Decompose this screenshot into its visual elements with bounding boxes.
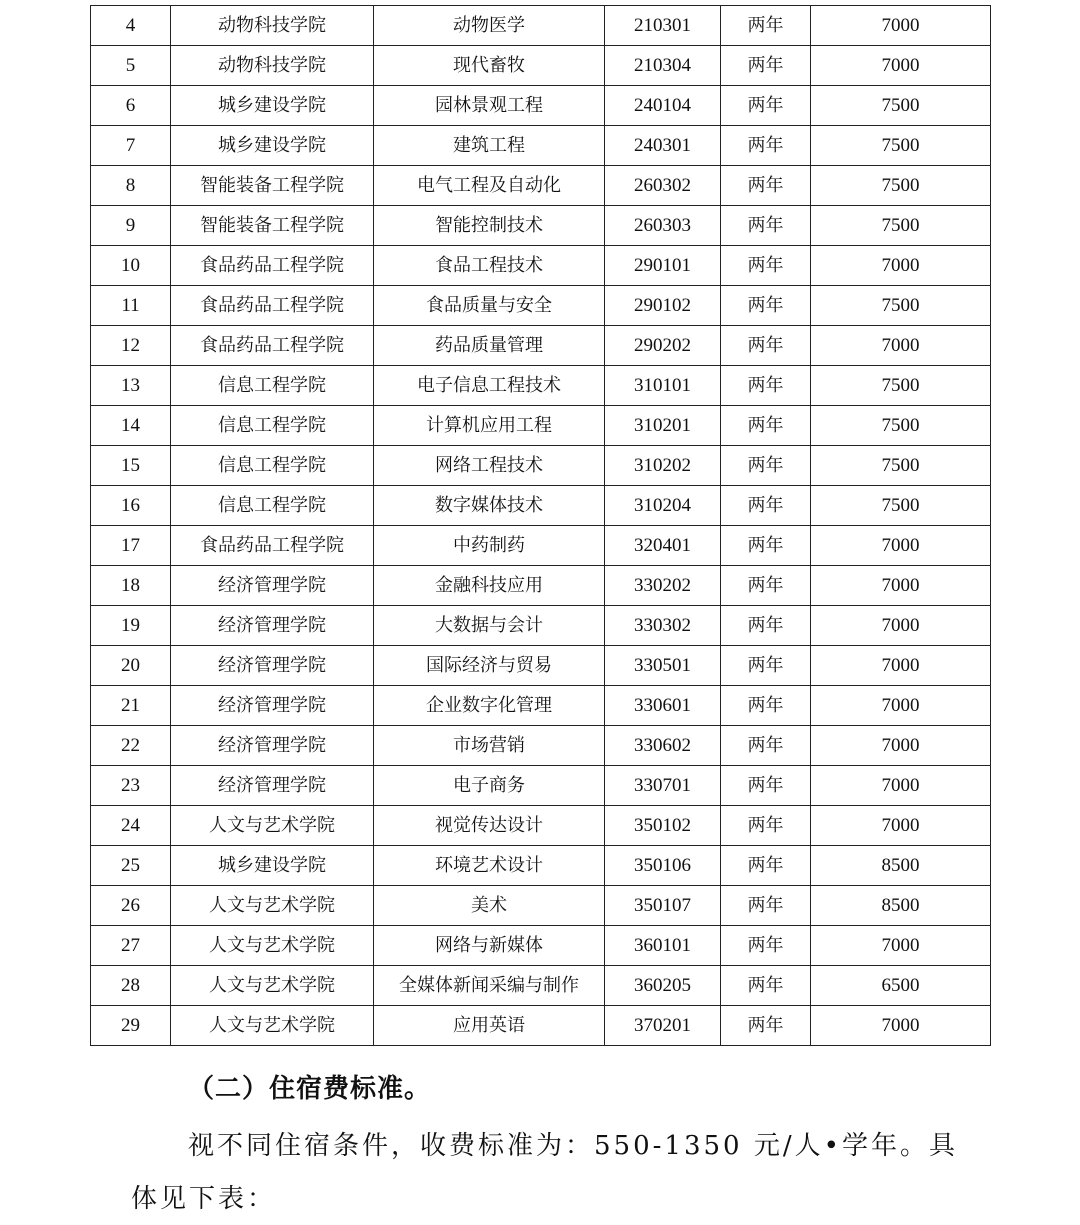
cell-tuition-fee: 7500 — [811, 486, 991, 526]
cell-major: 电气工程及自动化 — [374, 166, 605, 206]
cell-college: 信息工程学院 — [171, 486, 374, 526]
cell-row-number: 27 — [91, 926, 171, 966]
cell-tuition-fee: 7000 — [811, 766, 991, 806]
cell-duration: 两年 — [721, 886, 811, 926]
table-row — [91, 806, 991, 846]
cell-duration: 两年 — [721, 6, 811, 46]
cell-duration: 两年 — [721, 606, 811, 646]
table-row — [91, 726, 991, 766]
cell-tuition-fee: 7500 — [811, 446, 991, 486]
table-row — [91, 766, 991, 806]
cell-major: 金融科技应用 — [374, 566, 605, 606]
cell-major-code: 290102 — [605, 286, 721, 326]
cell-major-code: 350102 — [605, 806, 721, 846]
cell-duration: 两年 — [721, 966, 811, 1006]
table-row — [91, 1006, 991, 1046]
cell-tuition-fee: 7000 — [811, 246, 991, 286]
cell-major-code: 360205 — [605, 966, 721, 1006]
cell-row-number: 17 — [91, 526, 171, 566]
table-row — [91, 406, 991, 446]
cell-duration: 两年 — [721, 166, 811, 206]
cell-college: 智能装备工程学院 — [171, 206, 374, 246]
cell-major-code: 330202 — [605, 566, 721, 606]
cell-major: 食品工程技术 — [374, 246, 605, 286]
table-row — [91, 566, 991, 606]
cell-row-number: 9 — [91, 206, 171, 246]
cell-major-code: 370201 — [605, 1006, 721, 1046]
cell-row-number: 7 — [91, 126, 171, 166]
cell-major-code: 330501 — [605, 646, 721, 686]
cell-duration: 两年 — [721, 126, 811, 166]
cell-major: 智能控制技术 — [374, 206, 605, 246]
cell-major-code: 310204 — [605, 486, 721, 526]
table-row — [91, 86, 991, 126]
cell-college: 动物科技学院 — [171, 46, 374, 86]
cell-college: 经济管理学院 — [171, 566, 374, 606]
paragraph-line-2: 体见下表： — [131, 1184, 277, 1214]
cell-duration: 两年 — [721, 86, 811, 126]
cell-duration: 两年 — [721, 646, 811, 686]
fee-table — [90, 5, 991, 1046]
cell-row-number: 10 — [91, 246, 171, 286]
table-row — [91, 966, 991, 1006]
cell-college: 信息工程学院 — [171, 406, 374, 446]
cell-row-number: 26 — [91, 886, 171, 926]
cell-major-code: 240104 — [605, 86, 721, 126]
table-row — [91, 126, 991, 166]
cell-row-number: 13 — [91, 366, 171, 406]
cell-tuition-fee: 7000 — [811, 606, 991, 646]
cell-college: 经济管理学院 — [171, 726, 374, 766]
cell-duration: 两年 — [721, 1006, 811, 1046]
table-row — [91, 846, 991, 886]
cell-major-code: 210301 — [605, 6, 721, 46]
cell-row-number: 21 — [91, 686, 171, 726]
cell-row-number: 6 — [91, 86, 171, 126]
cell-tuition-fee: 7000 — [811, 6, 991, 46]
cell-major: 电子商务 — [374, 766, 605, 806]
cell-row-number: 29 — [91, 1006, 171, 1046]
cell-tuition-fee: 7500 — [811, 406, 991, 446]
cell-duration: 两年 — [721, 366, 811, 406]
cell-major: 企业数字化管理 — [374, 686, 605, 726]
cell-college: 智能装备工程学院 — [171, 166, 374, 206]
cell-major: 全媒体新闻采编与制作 — [374, 966, 605, 1006]
cell-major-code: 360101 — [605, 926, 721, 966]
cell-tuition-fee: 7500 — [811, 286, 991, 326]
cell-college: 人文与艺术学院 — [171, 926, 374, 966]
cell-tuition-fee: 7500 — [811, 126, 991, 166]
paragraph-line-1: 视不同住宿条件，收费标准为：550-1350 元/人•学年。具 — [188, 1131, 958, 1161]
cell-duration: 两年 — [721, 326, 811, 366]
cell-college: 食品药品工程学院 — [171, 246, 374, 286]
cell-major-code: 350106 — [605, 846, 721, 886]
cell-college: 动物科技学院 — [171, 6, 374, 46]
cell-major: 美术 — [374, 886, 605, 926]
cell-college: 食品药品工程学院 — [171, 526, 374, 566]
cell-major-code: 310202 — [605, 446, 721, 486]
cell-college: 经济管理学院 — [171, 646, 374, 686]
cell-tuition-fee: 7000 — [811, 806, 991, 846]
cell-major: 市场营销 — [374, 726, 605, 766]
cell-row-number: 24 — [91, 806, 171, 846]
cell-tuition-fee: 7000 — [811, 686, 991, 726]
table-row — [91, 486, 991, 526]
cell-duration: 两年 — [721, 446, 811, 486]
cell-duration: 两年 — [721, 46, 811, 86]
cell-major-code: 330302 — [605, 606, 721, 646]
cell-tuition-fee: 7000 — [811, 326, 991, 366]
cell-major-code: 310201 — [605, 406, 721, 446]
cell-major-code: 310101 — [605, 366, 721, 406]
cell-duration: 两年 — [721, 926, 811, 966]
cell-college: 人文与艺术学院 — [171, 806, 374, 846]
cell-duration: 两年 — [721, 726, 811, 766]
cell-major-code: 260303 — [605, 206, 721, 246]
cell-college: 城乡建设学院 — [171, 846, 374, 886]
cell-tuition-fee: 7000 — [811, 1006, 991, 1046]
cell-tuition-fee: 7500 — [811, 366, 991, 406]
cell-major-code: 290202 — [605, 326, 721, 366]
cell-college: 人文与艺术学院 — [171, 886, 374, 926]
cell-major: 建筑工程 — [374, 126, 605, 166]
fee-table-body — [91, 6, 991, 1046]
cell-tuition-fee: 7500 — [811, 206, 991, 246]
cell-row-number: 12 — [91, 326, 171, 366]
cell-college: 经济管理学院 — [171, 606, 374, 646]
cell-major-code: 330701 — [605, 766, 721, 806]
cell-major-code: 320401 — [605, 526, 721, 566]
cell-major: 国际经济与贸易 — [374, 646, 605, 686]
table-row — [91, 446, 991, 486]
cell-major: 大数据与会计 — [374, 606, 605, 646]
cell-row-number: 14 — [91, 406, 171, 446]
cell-major: 计算机应用工程 — [374, 406, 605, 446]
cell-row-number: 18 — [91, 566, 171, 606]
cell-duration: 两年 — [721, 286, 811, 326]
cell-college: 食品药品工程学院 — [171, 326, 374, 366]
table-row — [91, 646, 991, 686]
cell-college: 经济管理学院 — [171, 766, 374, 806]
cell-college: 食品药品工程学院 — [171, 286, 374, 326]
cell-row-number: 15 — [91, 446, 171, 486]
cell-major: 现代畜牧 — [374, 46, 605, 86]
cell-tuition-fee: 7500 — [811, 86, 991, 126]
cell-duration: 两年 — [721, 766, 811, 806]
cell-major: 网络工程技术 — [374, 446, 605, 486]
cell-duration: 两年 — [721, 566, 811, 606]
cell-duration: 两年 — [721, 486, 811, 526]
table-row — [91, 46, 991, 86]
cell-college: 城乡建设学院 — [171, 86, 374, 126]
cell-duration: 两年 — [721, 806, 811, 846]
table-row — [91, 326, 991, 366]
cell-major-code: 350107 — [605, 886, 721, 926]
cell-tuition-fee: 6500 — [811, 966, 991, 1006]
cell-major-code: 240301 — [605, 126, 721, 166]
table-row — [91, 6, 991, 46]
cell-tuition-fee: 7000 — [811, 526, 991, 566]
cell-college: 经济管理学院 — [171, 686, 374, 726]
cell-row-number: 28 — [91, 966, 171, 1006]
table-row — [91, 206, 991, 246]
cell-row-number: 22 — [91, 726, 171, 766]
cell-row-number: 4 — [91, 6, 171, 46]
table-row — [91, 246, 991, 286]
cell-tuition-fee: 7000 — [811, 726, 991, 766]
cell-duration: 两年 — [721, 846, 811, 886]
cell-major: 动物医学 — [374, 6, 605, 46]
cell-row-number: 25 — [91, 846, 171, 886]
cell-duration: 两年 — [721, 206, 811, 246]
table-row — [91, 286, 991, 326]
cell-college: 人文与艺术学院 — [171, 966, 374, 1006]
cell-major: 电子信息工程技术 — [374, 366, 605, 406]
cell-row-number: 11 — [91, 286, 171, 326]
table-row — [91, 926, 991, 966]
cell-college: 信息工程学院 — [171, 446, 374, 486]
cell-duration: 两年 — [721, 406, 811, 446]
cell-major: 数字媒体技术 — [374, 486, 605, 526]
table-row — [91, 686, 991, 726]
cell-duration: 两年 — [721, 246, 811, 286]
cell-tuition-fee: 7000 — [811, 926, 991, 966]
cell-tuition-fee: 7000 — [811, 566, 991, 606]
cell-major: 中药制药 — [374, 526, 605, 566]
cell-duration: 两年 — [721, 686, 811, 726]
cell-major: 园林景观工程 — [374, 86, 605, 126]
cell-major-code: 290101 — [605, 246, 721, 286]
cell-major-code: 260302 — [605, 166, 721, 206]
cell-row-number: 8 — [91, 166, 171, 206]
cell-major: 应用英语 — [374, 1006, 605, 1046]
cell-tuition-fee: 7500 — [811, 166, 991, 206]
cell-row-number: 20 — [91, 646, 171, 686]
cell-major-code: 210304 — [605, 46, 721, 86]
cell-college: 信息工程学院 — [171, 366, 374, 406]
cell-row-number: 19 — [91, 606, 171, 646]
table-row — [91, 366, 991, 406]
cell-duration: 两年 — [721, 526, 811, 566]
cell-tuition-fee: 7000 — [811, 646, 991, 686]
cell-major: 视觉传达设计 — [374, 806, 605, 846]
cell-major: 网络与新媒体 — [374, 926, 605, 966]
table-row — [91, 526, 991, 566]
cell-tuition-fee: 7000 — [811, 46, 991, 86]
table-row — [91, 166, 991, 206]
cell-row-number: 5 — [91, 46, 171, 86]
cell-major: 环境艺术设计 — [374, 846, 605, 886]
cell-major: 药品质量管理 — [374, 326, 605, 366]
cell-major-code: 330602 — [605, 726, 721, 766]
cell-tuition-fee: 8500 — [811, 846, 991, 886]
cell-major: 食品质量与安全 — [374, 286, 605, 326]
table-row — [91, 886, 991, 926]
cell-row-number: 16 — [91, 486, 171, 526]
cell-major-code: 330601 — [605, 686, 721, 726]
table-row — [91, 606, 991, 646]
cell-row-number: 23 — [91, 766, 171, 806]
cell-college: 城乡建设学院 — [171, 126, 374, 166]
section-heading: （二）住宿费标准。 — [188, 1074, 432, 1104]
cell-tuition-fee: 8500 — [811, 886, 991, 926]
cell-college: 人文与艺术学院 — [171, 1006, 374, 1046]
